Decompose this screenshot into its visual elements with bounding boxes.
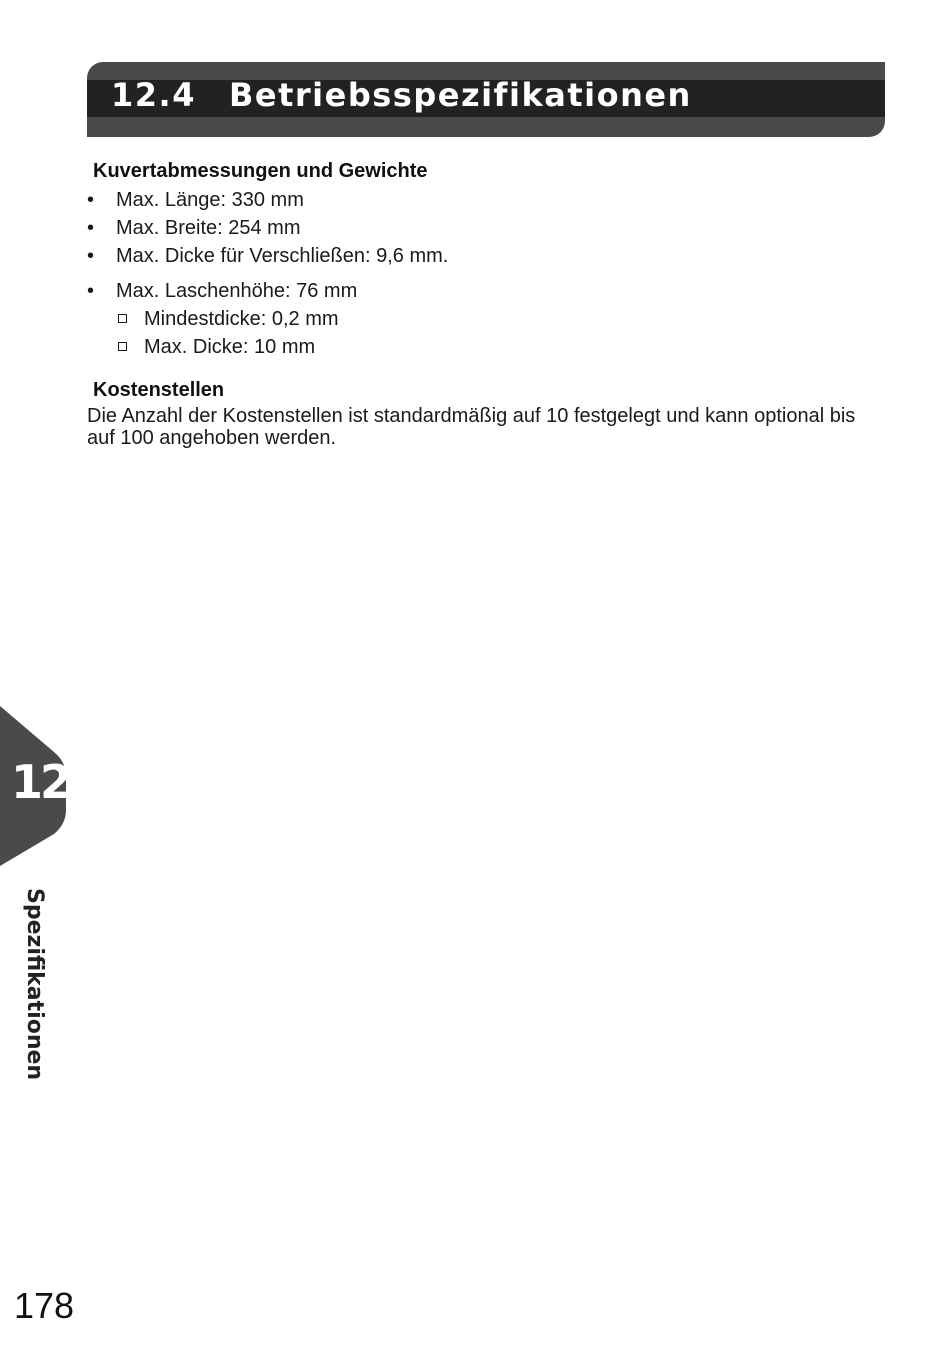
page-content [87,156,887,449]
spec-max-flap-height: Max. Laschenhöhe: 76 mm [116,280,358,302]
spec-min-thickness: Mindestdicke: 0,2 mm [144,308,339,330]
cost-center-section [87,375,887,449]
list-item [116,305,887,333]
bullet-icon: • [87,245,95,267]
list-item [116,333,887,361]
list-item [87,186,887,214]
bullet-icon: • [87,189,95,211]
bullet-icon: • [87,280,95,302]
chapter-label: Spezifikationen [22,888,47,1081]
cost-center-heading: Kostenstellen [93,379,225,401]
list-item [87,214,887,242]
spec-max-thickness: Max. Dicke: 10 mm [144,336,316,358]
envelope-spec-list [87,186,887,361]
list-item [87,277,887,361]
spec-max-width: Max. Breite: 254 mm [116,217,301,239]
chapter-number: 12 [11,755,70,809]
spec-max-seal-thickness: Max. Dicke für Verschließen: 9,6 mm. [116,245,449,267]
envelope-heading: Kuvertabmessungen und Gewichte [93,160,428,182]
spec-max-length: Max. Länge: 330 mm [116,189,304,211]
section-number: 12.4 [111,76,196,114]
square-bullet-icon [118,342,127,351]
section-header-bar [87,62,885,137]
cost-center-text: Die Anzahl der Kostenstellen ist standardmäßig auf 10 festgelegt und kann optional bis auf 100 angehoben werden. [87,405,856,449]
flap-subitem-list [116,305,887,361]
section-title [111,72,692,118]
bullet-icon: • [87,217,95,239]
square-bullet-icon [118,314,127,323]
section-title-text: Betriebsspezifikationen [229,76,692,114]
page-number: 178 [14,1285,75,1326]
list-item [87,242,887,270]
